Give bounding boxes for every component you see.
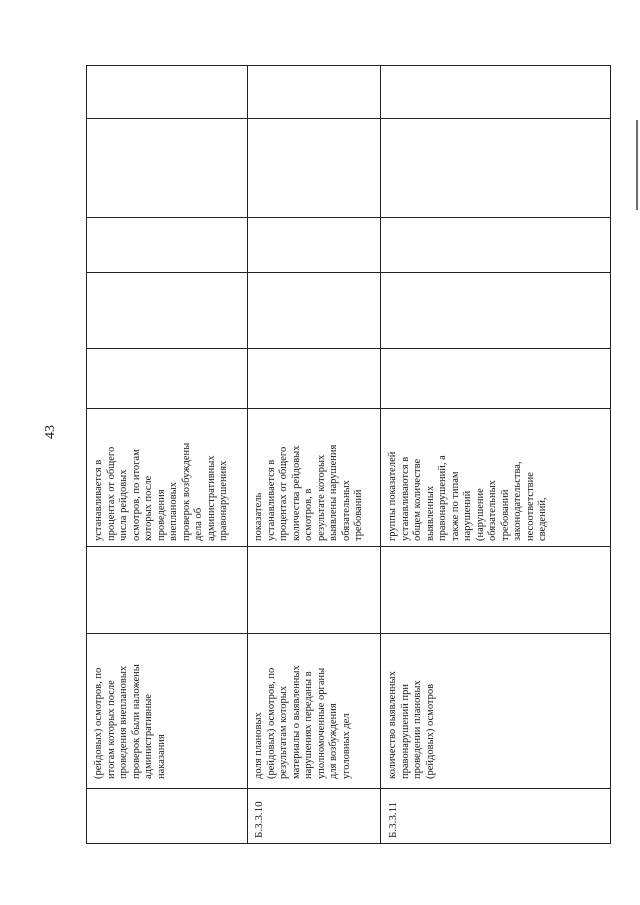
table-row-3-indicator: количество выявленных правонарушений при проведении плановых (рейдовых) осмотров: [387, 671, 436, 779]
table-border-top: [86, 65, 611, 66]
table-divider-3: [86, 272, 611, 273]
table-border-right: [610, 65, 611, 843]
row-divider-2: [380, 65, 381, 843]
table-row-3-code: Б.3.3.11: [387, 801, 399, 838]
table-divider-5: [86, 408, 611, 409]
table-divider-7: [86, 633, 611, 634]
table-row-1-description: устанавливается в процентах от общего числа рейдовых осмотров, по итогам которых после проведения внеплановых проверок возбуждены дела об административных правонарушениях: [93, 442, 229, 541]
table-row-3-description: группы показателей устанавливаются в общем количестве выявленных правонарушений, а также по типам нарушений (нарушение обязательных требований законодательства, несоответствие сведений,: [387, 451, 548, 541]
table-divider-8: [86, 788, 611, 789]
table-row-2-indicator: доля плановых (рейдовых) осмотров, по результатам которых материалы о выявленных нарушениях переданы в уполномоченные органы для возбуждения уголовных дел: [253, 665, 352, 779]
table-border-left: [86, 65, 87, 843]
table-row-1-indicator: (рейдовых) осмотров, по итогам которых после проведения внеплановых проверок были наложены административные наказания: [93, 664, 167, 779]
table-row-2-description: показатель устанавливается в процентах от общего количества рейдовых осмотров, в результате которых выявлены нарушения обязательных требований: [253, 444, 364, 541]
table-divider-6: [86, 546, 611, 547]
table-divider-2: [86, 217, 611, 218]
row-divider-1: [247, 65, 248, 843]
table-row-2-code: Б.3.3.10: [253, 801, 265, 838]
scan-edge-mark: [636, 120, 638, 210]
table-divider-1: [86, 118, 611, 119]
page-number: 43: [43, 425, 58, 439]
table-divider-4: [86, 348, 611, 349]
table-border-bottom: [86, 843, 611, 844]
